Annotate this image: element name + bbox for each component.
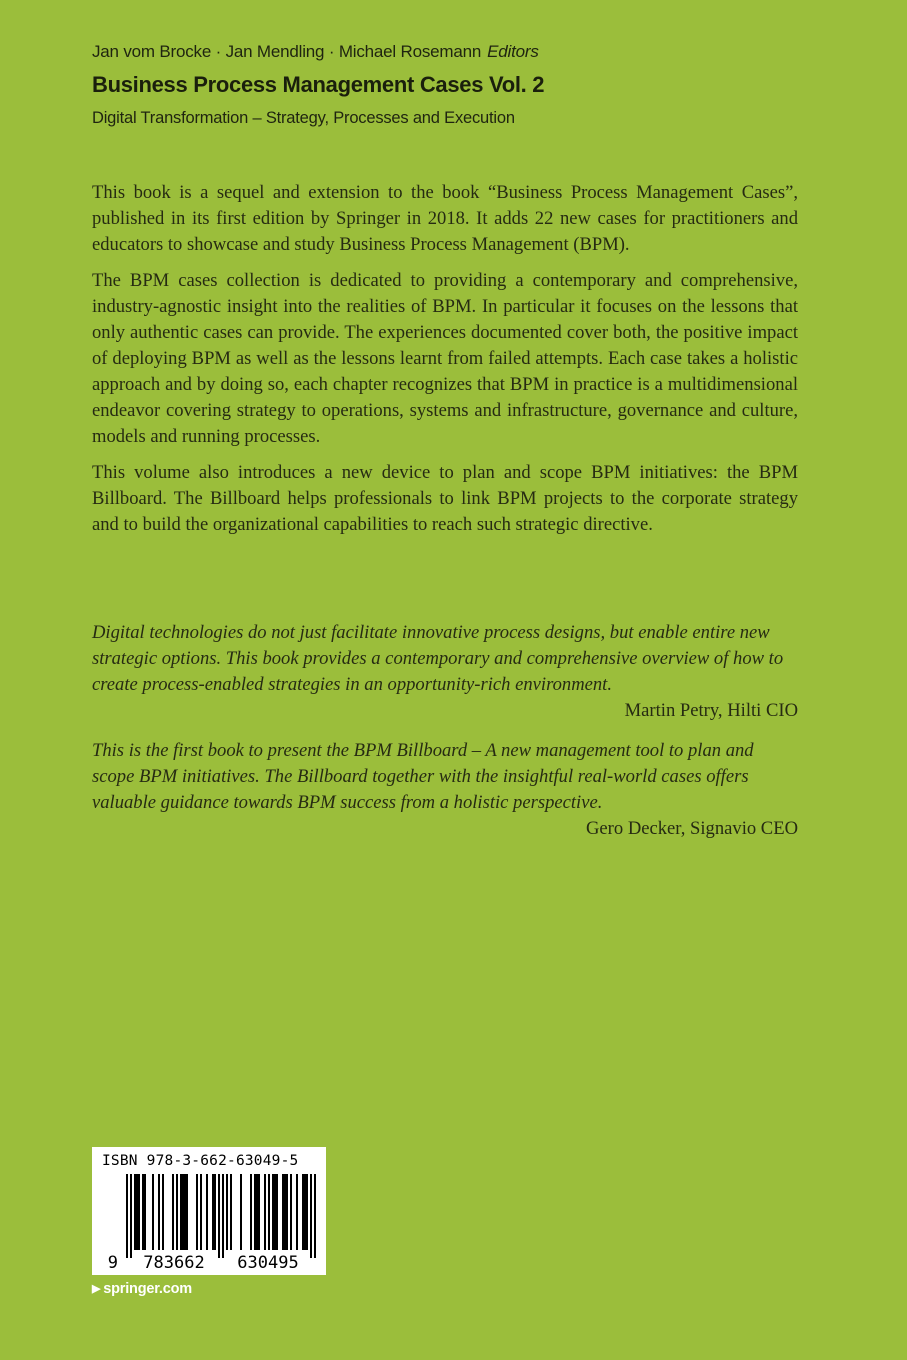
barcode-bar xyxy=(218,1174,220,1258)
publisher-website[interactable] xyxy=(92,1281,192,1297)
barcode-bar xyxy=(268,1174,270,1250)
barcode-bar xyxy=(212,1174,216,1250)
publisher-website-label: springer.com xyxy=(103,1281,192,1297)
barcode-bar xyxy=(206,1174,208,1250)
barcode-bar xyxy=(230,1174,232,1250)
barcode-bar xyxy=(254,1174,260,1250)
barcode-bar xyxy=(162,1174,164,1250)
barcode-bar xyxy=(200,1174,202,1250)
barcode-bar xyxy=(264,1174,266,1250)
arrow-right-icon: ▶ xyxy=(92,1283,101,1295)
book-title: Business Process Management Cases Vol. 2 xyxy=(92,72,545,97)
barcode-bar xyxy=(222,1174,224,1258)
barcode-bar xyxy=(302,1174,308,1250)
endorsement-author: Martin Petry, Hilti CIO xyxy=(624,700,798,721)
barcode-bar xyxy=(226,1174,228,1250)
isbn-barcode xyxy=(92,1147,326,1275)
blurb-paragraph: This book is a sequel and extension to the book “Business Process Management Cases”, published in its first edition by Springer in 2018. It adds 22 new cases for practitioners and educators to showcase and study Business Process Management (BPM). xyxy=(92,182,798,255)
barcode-digits: 783662 xyxy=(143,1253,205,1273)
endorsement xyxy=(92,620,798,724)
barcode-bar xyxy=(158,1174,160,1250)
barcode-bar xyxy=(296,1174,298,1250)
barcode-graphic xyxy=(92,1147,326,1275)
barcode-bar xyxy=(314,1174,316,1258)
barcode-bar xyxy=(134,1174,140,1250)
blurb-paragraph: This volume also introduces a new device to plan and scope BPM initiatives: the BPM Billboard. The Billboard helps professionals to link BPM projects to the corporate strategy and to build the organizational capabilities to reach such strategic directive. xyxy=(92,462,798,535)
barcode-bar xyxy=(290,1174,292,1250)
barcode-bar xyxy=(176,1174,178,1250)
endorsements xyxy=(92,620,798,856)
barcode-bar xyxy=(130,1174,132,1258)
barcode-digits: 630495 xyxy=(237,1253,299,1273)
endorsement-author: Gero Decker, Signavio CEO xyxy=(586,818,798,839)
barcode-bar xyxy=(152,1174,154,1250)
book-subtitle: Digital Transformation – Strategy, Processes and Execution xyxy=(92,109,515,127)
endorsement xyxy=(92,738,798,842)
barcode-bar xyxy=(310,1174,312,1258)
editors-label: Editors xyxy=(487,42,539,61)
editors-names: Jan vom Brocke · Jan Mendling · Michael Rosemann xyxy=(92,42,482,61)
barcode-digits: 9 xyxy=(107,1253,118,1273)
endorsement-text: This is the first book to present the BPM Billboard – A new management tool to plan and scope BPM initiatives. The Billboard together with the insightful real-world cases offers valuable guidance towards BPM success from a holistic perspective. xyxy=(92,740,754,813)
barcode-bar xyxy=(250,1174,252,1250)
barcode-bar xyxy=(272,1174,278,1250)
blurb-paragraph: The BPM cases collection is dedicated to providing a contemporary and comprehensive, industry-agnostic insight into the realities of BPM. In particular it focuses on the lessons that only authentic cases can provide. The experiences documented cover both, the positive impact of deploying BPM as well as the lessons learnt from failed attempts. Each case takes a holistic approach and by doing so, each chapter recognizes that BPM in practice is a multidimensional endeavor covering strategy to operations, systems and infrastructure, governance and culture, models and running processes. xyxy=(92,270,798,447)
barcode-bar xyxy=(282,1174,288,1250)
barcode-bar xyxy=(142,1174,146,1250)
barcode-bar xyxy=(180,1174,188,1250)
blurb xyxy=(92,180,798,548)
barcode-bar xyxy=(240,1174,242,1250)
isbn-text: ISBN 978-3-662-63049-5 xyxy=(102,1153,299,1169)
barcode-bar xyxy=(126,1174,128,1258)
editors-line xyxy=(92,42,539,62)
barcode-bar xyxy=(172,1174,174,1250)
endorsement-text: Digital technologies do not just facilitate innovative process designs, but enable entire new strategic options. This book provides a contemporary and comprehensive overview of how to create process-enabled strategies in an opportunity-rich environment. xyxy=(92,622,784,695)
barcode-bar xyxy=(196,1174,198,1250)
